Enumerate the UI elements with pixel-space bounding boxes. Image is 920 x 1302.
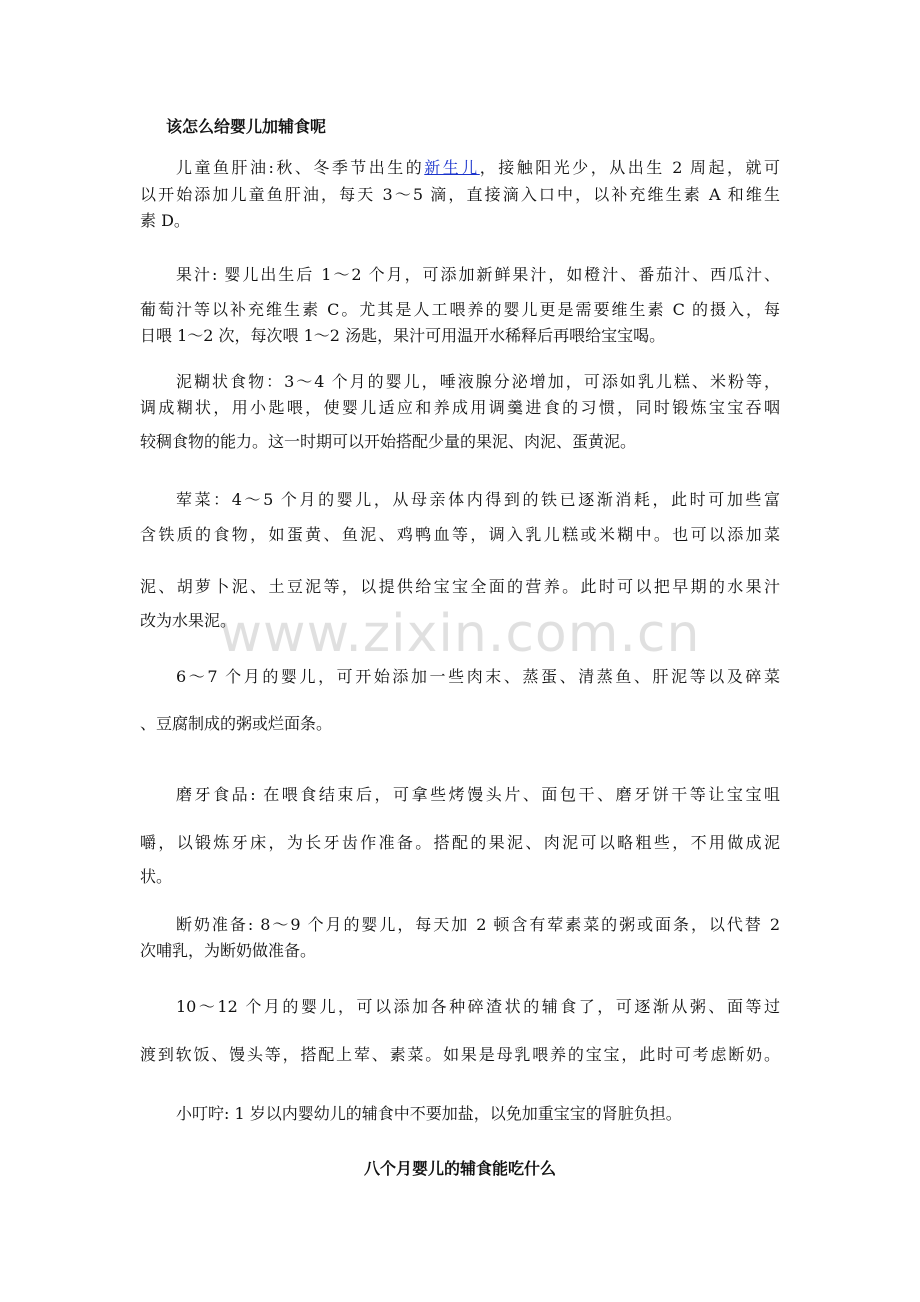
paragraph-teething-line-3: 状。 bbox=[140, 867, 173, 886]
paragraph-6-7-months-line-1: 6～7 个月的婴儿，可开始添加一些肉末、蒸蛋、清蒸鱼、肝泥等以及碎菜 bbox=[176, 667, 780, 686]
paragraph-puree-line-2: 调成糊状，用小匙喂，使婴儿适应和养成用调羹进食的习惯，同时锻炼宝宝吞咽 bbox=[140, 398, 780, 417]
page-title: 该怎么给婴儿加辅食呢 bbox=[166, 117, 327, 136]
newborn-link[interactable]: 新生儿 bbox=[424, 158, 480, 177]
paragraph-10-12-months-line-2: 渡到软饭、馒头等，搭配上荤、素菜。如果是母乳喂养的宝宝，此时可考虑断奶。 bbox=[140, 1045, 780, 1064]
paragraph-teething-line-2: 嚼，以锻炼牙床，为长牙齿作准备。搭配的果泥、肉泥可以略粗些，不用做成泥 bbox=[140, 833, 780, 852]
paragraph-teething-line-1: 磨牙食品: 在喂食结束后，可拿些烤馒头片、面包干、磨牙饼干等让宝宝咀 bbox=[176, 785, 780, 804]
paragraph-weaning-prep-line-1: 断奶准备: 8～9 个月的婴儿，每天加 2 顿含有荤素菜的粥或面条，以代替 2 bbox=[176, 915, 780, 934]
watermark: www.zixin.com.cn bbox=[219, 604, 701, 664]
section-subtitle: 八个月婴儿的辅食能吃什么 bbox=[363, 1159, 556, 1178]
paragraph-cod-liver-oil-line-2: 以开始添加儿童鱼肝油，每天 3～5 滴，直接滴入口中，以补充维生素 A 和维生 bbox=[140, 185, 780, 204]
text-segment: 儿童鱼肝油:秋、冬季节出生的 bbox=[176, 158, 425, 177]
paragraph-meat-line-4: 改为水果泥。 bbox=[140, 611, 237, 630]
paragraph-10-12-months-line-1: 10～12 个月的婴儿，可以添加各种碎渣状的辅食了，可逐渐从粥、面等过 bbox=[176, 997, 780, 1016]
paragraph-weaning-prep-line-2: 次哺乳，为断奶做准备。 bbox=[140, 941, 317, 960]
paragraph-6-7-months-line-2: 、豆腐制成的粥或烂面条。 bbox=[140, 714, 333, 733]
paragraph-tip-line-1: 小叮咛: 1 岁以内婴幼儿的辅食中不要加盐，以免加重宝宝的肾脏负担。 bbox=[176, 1104, 682, 1123]
paragraph-meat-line-1: 荤菜：4～5 个月的婴儿，从母亲体内得到的铁已逐渐消耗，此时可加些富 bbox=[176, 490, 780, 509]
paragraph-puree-line-1: 泥糊状食物：3～4 个月的婴儿，唾液腺分泌增加，可添如乳儿糕、米粉等， bbox=[176, 372, 780, 391]
paragraph-meat-line-2: 含铁质的食物，如蛋黄、鱼泥、鸡鸭血等，调入乳儿糕或米糊中。也可以添加菜 bbox=[140, 525, 780, 544]
paragraph-juice-line-3: 日喂 1～2 次，每次喂 1～2 汤匙，果汁可用温开水稀释后再喂给宝宝喝。 bbox=[140, 326, 666, 345]
paragraph-puree-line-3: 较稠食物的能力。这一时期可以开始搭配少量的果泥、肉泥、蛋黄泥。 bbox=[140, 432, 637, 451]
paragraph-cod-liver-oil-line-1 bbox=[176, 157, 780, 179]
paragraph-juice-line-2: 葡萄汁等以补充维生素 C。尤其是人工喂养的婴儿更是需要维生素 C 的摄入，每 bbox=[140, 300, 780, 319]
paragraph-meat-line-3: 泥、胡萝卜泥、土豆泥等，以提供给宝宝全面的营养。此时可以把早期的水果汁 bbox=[140, 577, 780, 596]
text-segment: ，接触阳光少，从出生 2 周起，就可 bbox=[479, 158, 780, 177]
paragraph-cod-liver-oil-line-3: 素 D。 bbox=[140, 211, 190, 230]
paragraph-juice-line-1: 果汁: 婴儿出生后 1～2 个月，可添加新鲜果汁，如橙汁、番茄汁、西瓜汁、 bbox=[176, 265, 780, 284]
